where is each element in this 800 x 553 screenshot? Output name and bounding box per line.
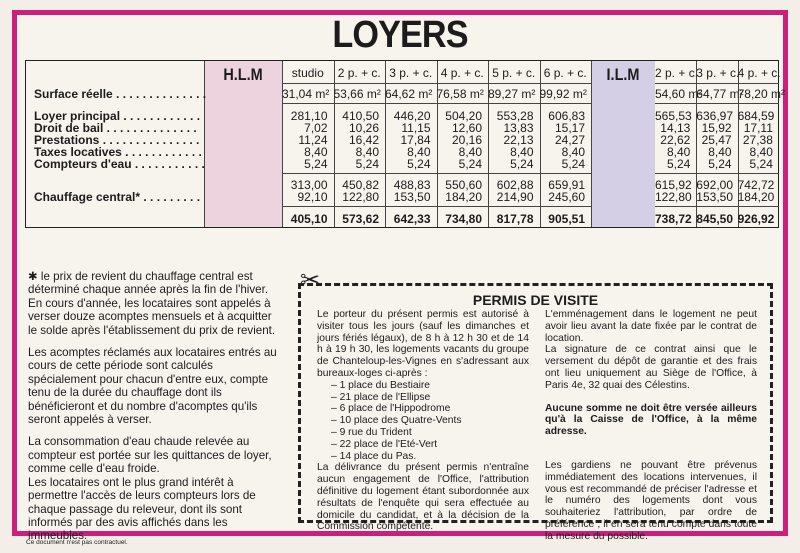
label-compteurs: Compteurs d'eau . . . . . . . . . . . — [34, 157, 205, 171]
cell-compteurs: 5,24 — [458, 157, 482, 171]
cell-surface: 31,04 m² — [282, 87, 330, 101]
label-loyer: Loyer principal . . . . . . . . . . . . — [34, 109, 201, 123]
column-header: 3 p. + c. — [389, 66, 433, 80]
cell-prestations: 27,38 — [742, 133, 773, 147]
cell-chauffage: 184,20 — [445, 190, 482, 204]
permit-left-column — [317, 309, 529, 533]
cell-prestations: 22,13 — [503, 133, 534, 147]
note-paragraph: La consommation d'eau chaude relevée au compteur est portée sur les quittances de loyer, comme celle d'eau froide. — [28, 435, 272, 476]
cell-sub1: 450,82 — [342, 178, 379, 192]
cell-chauffage: 214,90 — [496, 190, 534, 204]
label-surface: Surface réelle . . . . . . . . . . . . . . — [34, 87, 207, 101]
cell-sub1: 550,60 — [445, 178, 482, 192]
column-header: studio — [291, 66, 324, 80]
cell-prestations: 25,47 — [701, 133, 732, 147]
cell-sub1: 742,72 — [737, 178, 775, 192]
cell-total: 405,10 — [290, 212, 328, 226]
cell-total: 817,78 — [496, 212, 534, 226]
cell-droit: 14,13 — [660, 121, 691, 135]
address-item: – 9 rue du Trident — [331, 426, 412, 438]
cell-surface: 54,60 m² — [655, 87, 703, 101]
address-item: – 14 place du Pas. — [331, 450, 417, 462]
cell-droit: 17,11 — [743, 121, 773, 135]
cell-surface: 64,62 m² — [385, 87, 433, 101]
cell-loyer: 504,20 — [445, 109, 482, 123]
cell-total: 926,92 — [737, 212, 775, 226]
cell-chauffage: 92,10 — [297, 190, 328, 204]
cell-sub1: 602,88 — [496, 178, 534, 192]
cell-sub1: 615,92 — [655, 178, 692, 192]
hlm-band — [204, 61, 282, 227]
cell-prestations: 16,42 — [348, 133, 379, 147]
address-item: – 1 place du Bestiaire — [331, 379, 431, 391]
cell-taxes: 8,40 — [510, 145, 534, 159]
cell-loyer: 606,83 — [548, 109, 585, 123]
cell-compteurs: 5,24 — [666, 157, 691, 171]
cell-droit: 11,15 — [401, 121, 431, 135]
cell-surface: 99,92 m² — [539, 87, 587, 101]
cell-total: 734,80 — [445, 212, 482, 226]
column-header: 3 p. + c. — [696, 66, 740, 80]
cell-compteurs: 5,24 — [355, 157, 379, 171]
cell-loyer: 684,59 — [737, 109, 775, 123]
cell-taxes: 8,40 — [749, 145, 773, 159]
address-item: – 22 place de l'Eté-Vert — [331, 438, 438, 450]
cell-compteurs: 5,24 — [510, 157, 534, 171]
cell-chauffage: 122,80 — [342, 190, 379, 204]
heating-note — [28, 270, 280, 552]
ilm-band — [591, 61, 655, 227]
column-header: 4 p. + c. — [440, 66, 484, 80]
cell-taxes: 8,40 — [561, 145, 585, 159]
address-item: – 6 place de l'Hippodrome — [331, 403, 451, 415]
cell-chauffage: 153,50 — [393, 190, 431, 204]
label-taxes: Taxes locatives . . . . . . . . . . . . — [34, 145, 202, 159]
cell-chauffage: 184,20 — [737, 190, 775, 204]
cell-droit: 10,26 — [348, 121, 379, 135]
cell-prestations: 17,84 — [400, 133, 431, 147]
column-header: 5 p. + c. — [492, 66, 536, 80]
cell-taxes: 8,40 — [407, 145, 431, 159]
page-title: LOYERS — [332, 14, 468, 56]
rule-header-ilm — [655, 83, 779, 84]
rule-surface-ilm — [655, 103, 779, 104]
cell-chauffage: 153,50 — [696, 190, 733, 204]
cell-total: 738,72 — [655, 212, 692, 226]
cell-loyer: 281,10 — [290, 109, 328, 123]
cell-taxes: 8,40 — [304, 145, 328, 159]
cell-prestations: 22,62 — [660, 133, 691, 147]
note-paragraph: Les acomptes réclamés aux locataires entrés au cours de cette période sont calculés spécialement pour chacun d'entre eux, compte tenu de la durée du chauffage dont ils bénéficieront et du nombre d'acomptes qu'ils seront appelés à verser. — [28, 346, 277, 427]
visit-permit — [298, 283, 773, 542]
cell-compteurs: 5,24 — [304, 157, 328, 171]
permit-intro: Le porteur du présent permis est autorisé à visiter tous les jours (sauf les dimanches et jours fériés légaux), de 8 h à 12 h 30 et de 14 h à 19 h 30, les logements vacants du groupe de Chanteloup-les-Vignes en s'adressant aux bureaux-loges ci-après : — [317, 309, 529, 379]
cell-surface: 89,27 m² — [488, 87, 536, 101]
cell-sub1: 692,00 — [696, 178, 733, 192]
column-header: 6 p. + c. — [543, 66, 587, 80]
cell-loyer: 636,97 — [696, 109, 733, 123]
cell-compteurs: 5,24 — [749, 157, 773, 171]
address-item: – 21 place de l'Ellipse — [331, 391, 431, 403]
cell-surface: 76,58 m² — [436, 87, 484, 101]
column-header: 4 p. + c. — [737, 66, 781, 80]
note-paragraph: ✱ le prix de revient du chauffage central est déterminé chaque année après la fin de l'hiver. En cours d'année, les locataires sont appelés à verser douze acomptes mensuels et à acquitter le solde après l'établissement du prix de revient. — [28, 270, 276, 337]
cell-taxes: 8,40 — [666, 145, 691, 159]
scissors-icon: ✂ — [300, 267, 321, 294]
cell-prestations: 24,27 — [554, 133, 585, 147]
permit-right-column — [545, 309, 757, 543]
column-header: 2 p. + c. — [655, 66, 699, 80]
rule-total-ilm — [655, 206, 779, 207]
cell-chauffage: 245,60 — [548, 190, 585, 204]
permit-move-in: L'emménagement dans le logement ne peut avoir lieu avant la date fixée par le contrat de location. — [545, 309, 757, 344]
cell-sub1: 659,91 — [548, 178, 585, 192]
cell-droit: 15,17 — [554, 121, 585, 135]
cell-compteurs: 5,24 — [561, 157, 585, 171]
permit-payment-warning: Aucune somme ne doit être versée ailleurs qu'à la Caisse de l'Office, à la même adresse. — [545, 402, 757, 438]
cell-droit: 13,83 — [503, 121, 534, 135]
cell-sub1: 488,83 — [393, 178, 431, 192]
cell-taxes: 8,40 — [355, 145, 379, 159]
column-header: 2 p. + c. — [337, 66, 381, 80]
cell-loyer: 446,20 — [393, 109, 431, 123]
hlm-header: H.L.M — [223, 65, 263, 84]
cell-compteurs: 5,24 — [407, 157, 431, 171]
label-chauffage: Chauffage central* . . . . . . . . . — [34, 190, 201, 204]
permit-disclaimer: La délivrance du présent permis n'entraîne aucun engagement de l'Office, l'attribution définitive du logement étant subordonnée aux résultats de l'enquête qui sera effectuée au domicile du candidat, et à la décision de la Commission compétente. — [317, 462, 529, 533]
address-item: – 10 place des Quatre-Vents — [331, 415, 462, 427]
label-droit: Droit de bail . . . . . . . . . . . . . . — [34, 121, 197, 135]
cell-chauffage: 122,80 — [655, 190, 692, 204]
ilm-header: I.L.M — [606, 65, 640, 84]
cell-droit: 12,60 — [451, 121, 482, 135]
cell-loyer: 410,50 — [342, 109, 379, 123]
cell-loyer: 565,53 — [655, 109, 692, 123]
cell-taxes: 8,40 — [708, 145, 732, 159]
cell-surface: 53,66 m² — [333, 87, 381, 101]
cell-total: 642,33 — [393, 212, 431, 226]
address-list — [317, 380, 529, 463]
rent-table — [25, 60, 785, 228]
cell-taxes: 8,40 — [458, 145, 482, 159]
cell-surface: 64,77 m² — [696, 87, 744, 101]
cell-compteurs: 5,24 — [708, 157, 732, 171]
note-paragraph: Les locataires ont le plus grand intérêt à permettre l'accès de leurs compteurs lors de chaque passage du releveur, dont ils sont informés par des avis affichés dans les immeubles. — [28, 475, 256, 543]
cell-droit: 7,02 — [304, 121, 328, 135]
cell-total: 905,51 — [548, 212, 585, 226]
rule-sub-ilm — [655, 173, 779, 174]
cell-prestations: 11,24 — [298, 133, 328, 147]
cell-surface: 78,20 m² — [737, 87, 785, 101]
permit-guardians: Les gardiens ne pouvant être prévenus immédiatement des locations intervenues, il vous est recommandé de préciser l'adresse et le numéro des logements dont vous souhaiteriez l'attribution, par ordre de préférence ; il en sera tenu compte dans toute la mesure du possible. — [545, 459, 757, 542]
cell-total: 573,62 — [342, 212, 379, 226]
cell-prestations: 20,16 — [451, 133, 482, 147]
cell-droit: 15,92 — [701, 121, 732, 135]
cell-sub1: 313,00 — [290, 178, 328, 192]
permit-title: PERMIS DE VISITE — [472, 292, 599, 308]
cell-loyer: 553,28 — [496, 109, 534, 123]
permit-signature: La signature de ce contrat ainsi que le versement du dépôt de garantie et des frais ont lieu uniquement au Siège de l'Office, à Paris 4e, 32 quai des Célestins. — [545, 344, 757, 391]
footer-disclaimer: Ce document n'est pas contractuel. — [26, 539, 128, 546]
label-prestations: Prestations . . . . . . . . . . . . . . . — [34, 133, 200, 147]
cell-total: 845,50 — [696, 212, 733, 226]
